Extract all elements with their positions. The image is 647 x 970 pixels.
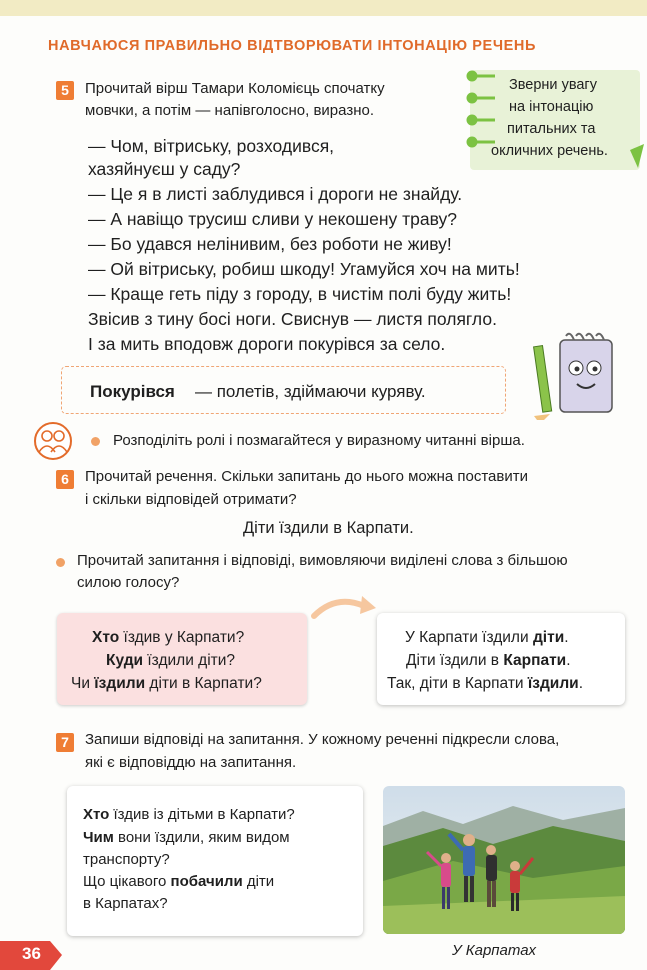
poem-line-4: — А навіщо трусиш сливи у некошену траву?: [88, 209, 457, 229]
definition-word: Покурівся: [90, 382, 175, 401]
question-2: Куди їздили діти?: [106, 652, 236, 669]
task7-question-1: Хто їздив із дітьми в Карпати?: [83, 806, 295, 823]
poem-line-1: — Чом, вітриську, розходився,: [88, 136, 335, 156]
poem-line-5: — Бо удався нелінивим, без роботи не живу!: [88, 234, 452, 254]
bullet-dot: [91, 437, 100, 446]
task6-bullet-line2: силою голосу?: [77, 574, 180, 591]
poem-line-7: — Краще геть піду з городу, в чистім полі буду жить!: [88, 284, 512, 304]
poem-line-9: І за мить вподовж дороги покурівся за село.: [88, 334, 446, 354]
task7-question-2-cont: транспорту?: [83, 851, 170, 868]
note-line-2: на інтонацію: [509, 99, 594, 115]
poem-line-8: Звісив з тину босі ноги. Свиснув — листя полягло.: [88, 309, 497, 329]
task5-instruction-line1: Прочитай вірш Тамари Коломієць спочатку: [85, 80, 385, 97]
page-number: 36: [22, 944, 41, 963]
task-number-7: 7: [56, 733, 74, 752]
definition-text: — полетів, здіймаючи куряву.: [195, 382, 426, 401]
answer-2: Діти їздили в Карпати.: [406, 652, 571, 669]
task6-instruction-line1: Прочитай речення. Скільки запитань до нього можна поставити: [85, 468, 528, 485]
example-sentence: Діти їздили в Карпати.: [243, 519, 414, 537]
poem-line-6: — Ой вітриську, робиш шкоду! Угамуйся хоч на мить!: [88, 259, 520, 279]
note-line-4: окличних речень.: [491, 143, 608, 159]
task6-bullet-line1: Прочитай запитання і відповіді, вимовляючи виділені слова з більшою: [77, 552, 568, 569]
task5-instruction-line2: мовчки, а потім — напівголосно, виразно.: [85, 102, 374, 119]
task7-question-2: Чим вони їздили, яким видом: [83, 829, 290, 846]
task7-instruction-line1: Запиши відповіді на запитання. У кожному реченні підкресли слова,: [85, 731, 560, 748]
question-3: Чи їздили діти в Карпати?: [71, 675, 262, 692]
poem-line-3: — Це я в листі заблудився і дороги не знайду.: [88, 184, 463, 204]
section-heading: НАВЧАЮСЯ ПРАВИЛЬНО ВІДТВОРЮВАТИ ІНТОНАЦІЮ РЕЧЕНЬ: [48, 38, 536, 54]
poem-line-2: хазяйнуєш у саду?: [88, 159, 241, 179]
top-color-bar: [0, 0, 647, 16]
notebook-mascot-icon: [532, 332, 624, 420]
question-1: Хто їздив у Карпати?: [92, 629, 245, 646]
task-number-5: 5: [56, 81, 74, 100]
photo-caption: У Карпатах: [452, 942, 537, 959]
task7-instruction-line2: які є відповіддю на запитання.: [85, 754, 297, 771]
answer-3: Так, діти в Карпати їздили.: [387, 675, 584, 692]
pair-work-icon: [33, 421, 75, 461]
task-number-6: 6: [56, 470, 74, 489]
pair-task-text: Розподіліть ролі і позмагайтеся у виразному читанні вірша.: [113, 432, 525, 449]
bullet-dot: [56, 558, 65, 567]
carpathians-photo: [383, 786, 625, 934]
note-line-3: питальних та: [507, 121, 596, 137]
task7-question-3-cont: в Карпатах?: [83, 895, 168, 912]
task7-question-3: Що цікавого побачили діти: [83, 873, 275, 890]
answer-1: У Карпати їздили діти.: [405, 629, 569, 646]
arrow-icon: [310, 592, 380, 622]
task6-instruction-line2: і скільки відповідей отримати?: [85, 491, 297, 508]
note-line-1: Зверни увагу: [509, 77, 597, 93]
